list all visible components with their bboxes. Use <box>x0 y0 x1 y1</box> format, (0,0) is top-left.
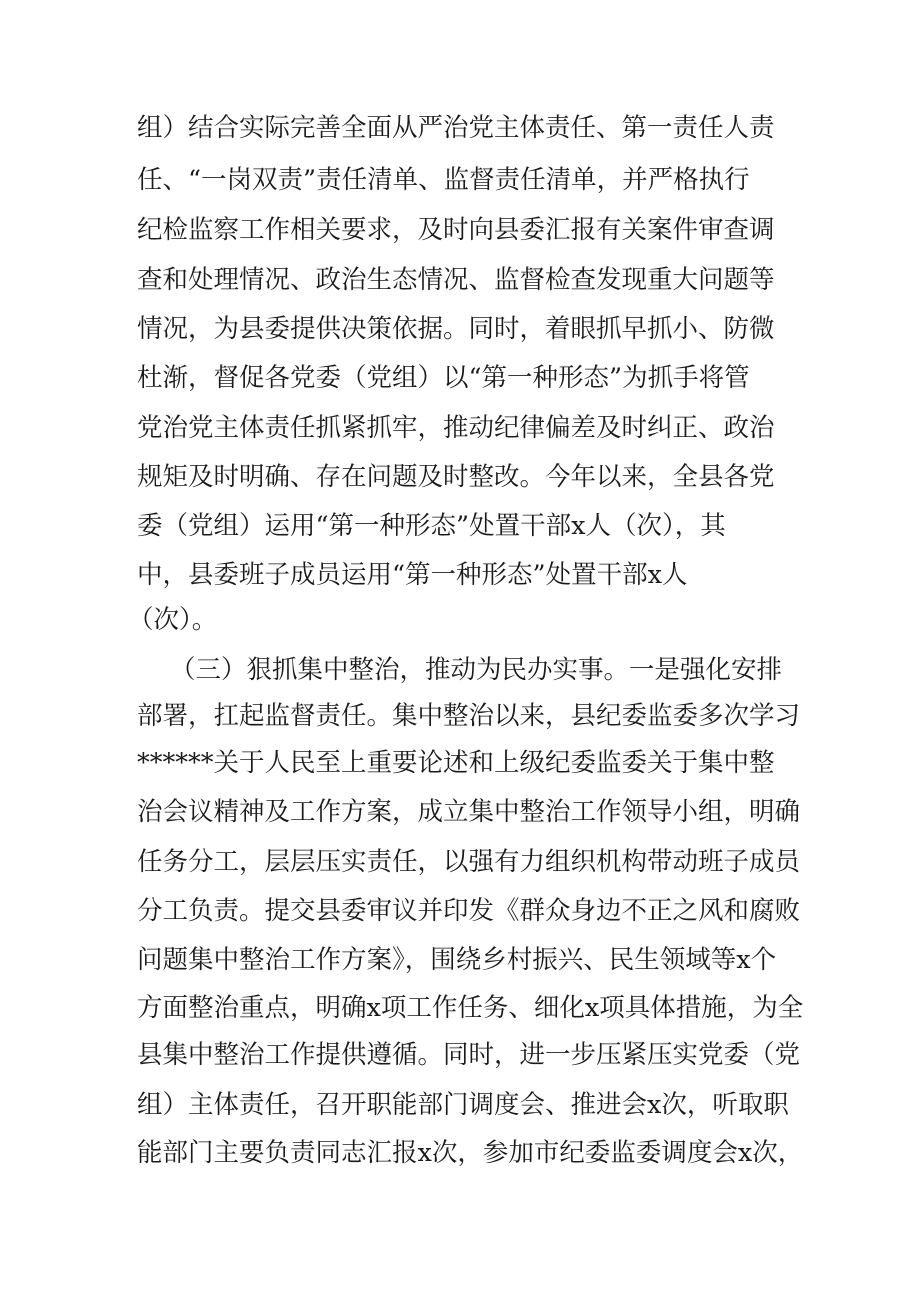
text-line: 党治党主体责任抓紧抓牢，推动纪律偏差及时纠正、政治 <box>137 413 775 443</box>
text-line: 治会议精神及工作方案，成立集中整治工作领导小组，明确 <box>137 797 801 827</box>
text-line: 任务分工，层层压实责任，以强有力组织机构带动班子成员 <box>137 847 801 877</box>
text-line: 杜渐，督促各党委（党组）以“第一种形态”为抓手将管 <box>137 363 750 393</box>
text-line: 委（党组）运用“第一种形态”处置干部x人（次），其 <box>137 511 726 541</box>
text-line: 情况，为县委提供决策依据。同时，着眼抓早抓小、防微 <box>137 314 775 344</box>
text-line: 任、“一岗双责”责任清单、监督责任清单，并严格执行 <box>137 165 750 195</box>
text-line: 查和处理情况、政治生态情况、监督检查发现重大问题等 <box>137 265 775 295</box>
text-line: （次）。 <box>128 605 218 635</box>
text-line: 组）主体责任，召开职能部门调度会、推进会x次，听取职 <box>137 1090 789 1120</box>
text-line: 问题集中整治工作方案》，围绕乡村振兴、民生领域等x个 <box>137 945 777 975</box>
text-line: 方面整治重点，明确x项工作任务、细化x项具体措施，为全 <box>137 993 804 1023</box>
text-line: 能部门主要负责同志汇报x次，参加市纪委监委调度会x次， <box>137 1138 804 1168</box>
text-line: 部署，扛起监督责任。集中整治以来，县纪委监委多次学习 <box>137 701 801 731</box>
text-line: 组）结合实际完善全面从严治党主体责任、第一责任人责 <box>137 113 775 143</box>
paragraph-heading-line: （三）狠抓集中整治，推动为民办实事。一是强化安排 <box>170 655 783 685</box>
text-line: 规矩及时明确、存在问题及时整改。今年以来，全县各党 <box>137 462 775 492</box>
text-line: 分工负责。提交县委审议并印发《群众身边不正之风和腐败 <box>137 896 801 926</box>
text-line: 纪检监察工作相关要求，及时向县委汇报有关案件审查调 <box>137 215 775 245</box>
text-line: ******关于人民至上重要论述和上级纪委监委关于集中整 <box>137 748 775 778</box>
text-line: 中，县委班子成员运用“第一种形态”处置干部x人 <box>137 560 688 590</box>
text-line: 县集中整治工作提供遵循。同时，进一步压紧压实党委（党 <box>137 1040 801 1070</box>
